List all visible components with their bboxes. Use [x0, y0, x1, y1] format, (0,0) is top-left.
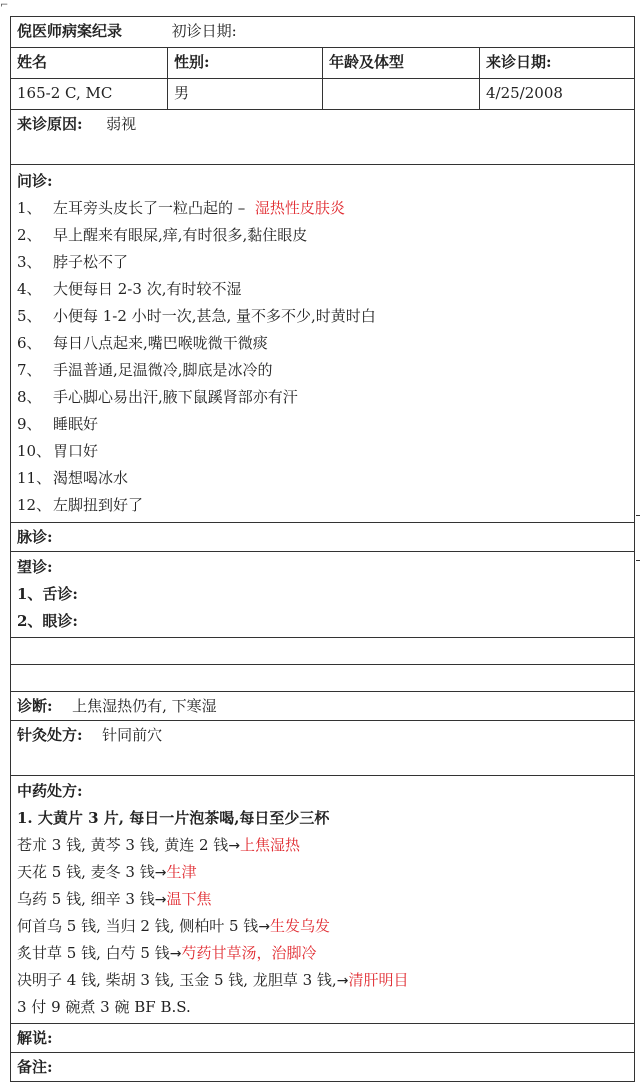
list-item: 11、 渴想喝冰水: [17, 469, 129, 487]
arrow-icon: →: [336, 973, 349, 989]
list-item: 12、 左脚扭到好了: [17, 496, 144, 514]
list-item: 6、 每日八点起来,嘴巴喉咙微干微痰: [17, 334, 268, 352]
blank-row: [11, 638, 635, 665]
list-item: 3、 脖子松不了: [17, 253, 129, 271]
list-item: 8、 手心脚心易出汗,腋下鼠蹊肾部亦有汗: [17, 388, 298, 406]
diagnosis-value: 上焦湿热仍有, 下寒湿: [72, 697, 217, 715]
arrow-icon: →: [154, 892, 167, 908]
patient-visit-date: 4/25/2008: [480, 79, 635, 110]
pulse-row: [11, 523, 635, 552]
reason-label: 来诊原因:: [17, 115, 83, 133]
record-title: 倪医师病案纪录: [17, 22, 123, 40]
col-gender: 性别:: [168, 48, 323, 79]
list-item: 5、 小便每 1-2 小时一次,甚急, 量不多不少,时黄时白: [17, 307, 376, 325]
title-row: [11, 17, 635, 48]
col-visit-date: 来诊日期:: [480, 48, 635, 79]
remarks-row: [11, 1053, 635, 1082]
patient-gender: 男: [168, 79, 323, 110]
diagnosis-row: [11, 692, 635, 721]
acupuncture-label: 针灸处方:: [17, 726, 83, 744]
col-name: 姓名: [11, 48, 168, 79]
first-visit-label: 初诊日期:: [171, 22, 237, 40]
col-age-build: 年龄及体型: [323, 48, 480, 79]
herbal-line: 决明子 4 钱, 柴胡 3 钱, 玉金 5 钱, 龙胆草 3 钱,→清肝明目: [17, 971, 409, 989]
corner-mark: ⌐: [0, 0, 9, 11]
pulse-label: 脉诊:: [17, 528, 53, 546]
inquiry-list: [17, 195, 628, 519]
arrow-icon: →: [258, 919, 271, 935]
item-note: 湿热性皮肤炎: [254, 199, 345, 217]
list-item: 4、 大便每日 2-3 次,有时较不湿: [17, 280, 242, 298]
observation-label: 望诊:: [17, 558, 53, 576]
acupuncture-row: [11, 721, 635, 776]
patient-name: 165-2 C, MC: [11, 79, 168, 110]
margin-tick: [636, 515, 640, 516]
medical-record-table: [10, 16, 635, 1082]
herbal-line: 苍朮 3 钱, 黄芩 3 钱, 黄连 2 钱→上焦湿热: [17, 836, 301, 854]
tongue-diagnosis-label: 1、舌诊:: [17, 585, 78, 603]
observation-row: [11, 552, 635, 638]
herbal-label: 中药处方:: [17, 782, 83, 800]
medical-record-page: [10, 16, 634, 1082]
patient-age-build: [323, 79, 480, 110]
reason-value: 弱视: [106, 115, 137, 133]
explanation-label: 解说:: [17, 1029, 53, 1047]
blank-row: [11, 665, 635, 692]
herbal-line: 何首乌 5 钱, 当归 2 钱, 侧柏叶 5 钱→生发乌发: [17, 917, 331, 935]
herbal-row: [11, 776, 635, 1024]
inquiry-label: 问诊:: [17, 172, 53, 190]
list-item: 1、 左耳旁头皮长了一粒凸起的 – 湿热性皮肤炎: [17, 199, 345, 217]
herbal-dosage: 3 付 9 碗煮 3 碗 BF B.S.: [17, 998, 191, 1016]
eye-diagnosis-label: 2、眼诊:: [17, 612, 78, 630]
list-item: 2、 早上醒来有眼屎,痒,有时很多,黏住眼皮: [17, 226, 308, 244]
herbal-first-line: 1. 大黄片 3 片, 每日一片泡茶喝,每日至少三杯: [17, 809, 330, 827]
arrow-icon: →: [154, 865, 167, 881]
explanation-row: [11, 1024, 635, 1053]
arrow-icon: →: [169, 946, 182, 962]
herbal-line: 天花 5 钱, 麦冬 3 钱→生津: [17, 863, 197, 881]
diagnosis-label: 诊断:: [17, 697, 53, 715]
arrow-icon: →: [228, 838, 241, 854]
list-item: 10、 胃口好: [17, 442, 99, 460]
reason-row: [11, 110, 635, 165]
acupuncture-value: 针同前穴: [102, 726, 163, 744]
inquiry-row: [11, 165, 635, 523]
patient-row: [11, 79, 635, 110]
list-item: 7、 手温普通,足温微冷,脚底是冰冷的: [17, 361, 273, 379]
remarks-label: 备注:: [17, 1058, 53, 1076]
margin-tick: [636, 560, 640, 561]
herbal-line: 炙甘草 5 钱, 白芍 5 钱→芍药甘草汤，治脚冷: [17, 944, 317, 962]
list-item: 9、 睡眠好: [17, 415, 99, 433]
column-header-row: [11, 48, 635, 79]
herbal-line: 乌药 5 钱, 细辛 3 钱→温下焦: [17, 890, 212, 908]
